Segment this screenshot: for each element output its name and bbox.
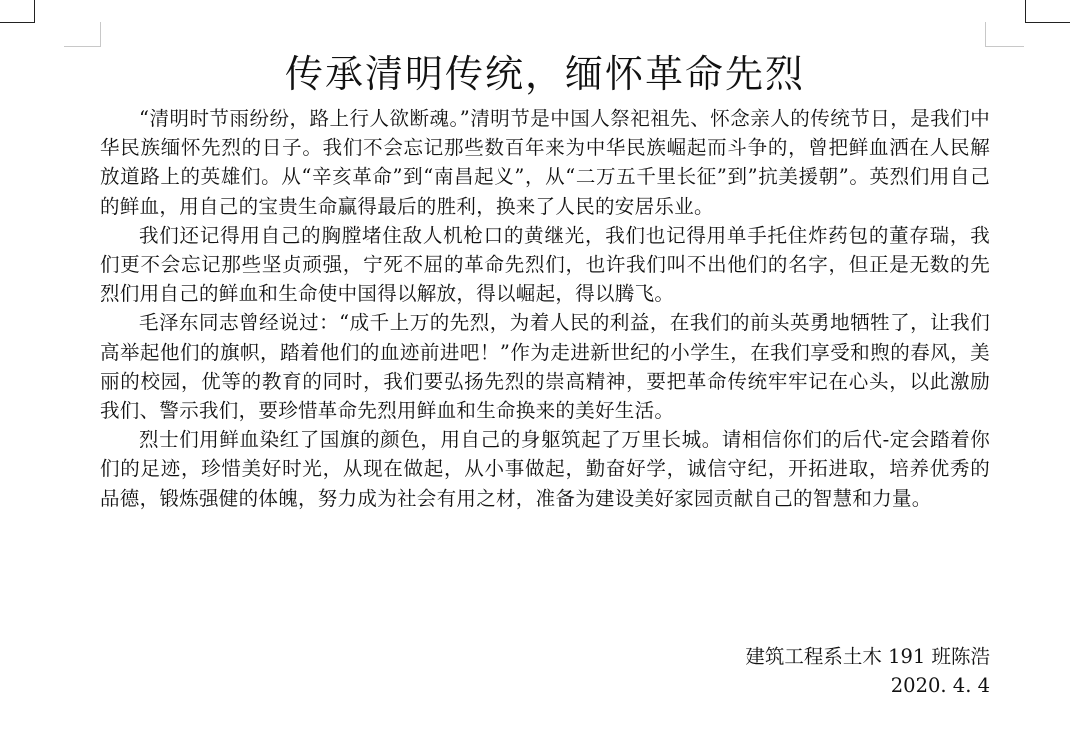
- paragraph-2: 我们还记得用自己的胸膛堵住敌人机枪口的黄继光，我们也记得用单手托住炸药包的董存瑞，我们更不会忘记那些坚贞顽强，宁死不屈的革命先烈们，也许我们叫不出他们的名字，但正是无数的先烈们用自己的鲜血和生命使中国得以解放，得以崛起，得以腾飞。: [100, 223, 990, 306]
- crop-mark-top-right: [1025, 0, 1070, 23]
- paragraph-3: 毛泽东同志曾经说过：“成千上万的先烈，为着人民的利益，在我们的前头英勇地牺牲了，让我们高举起他们的旗帜，踏着他们的血迹前进吧！”作为走进新世纪的小学生，在我们享受和煦的春风，美丽的校园，优等的教育的同时，我们要弘扬先烈的崇高精神，要把革命传统牢牢记在心头，以此激励我们、警示我们，要珍惜革命先烈用鲜血和生命换来的美好生活。: [100, 311, 990, 423]
- margin-mark-top-right: [985, 22, 1024, 47]
- document-page: [100, 48, 990, 513]
- signature-block: [745, 642, 990, 700]
- paragraph-4: 烈士们用鲜血染红了国旗的颜色，用自己的身躯筑起了万里长城。请相信你们的后代-定会踏着你们的足迹，珍惜美好时光，从现在做起，从小事做起，勤奋好学，诚信守纪，开拓进取，培养优秀的品德，锻炼强健的体魄，努力成为社会有用之材，准备为建设美好家园贡献自己的智慧和力量。: [100, 428, 990, 510]
- crop-mark-top-left: [0, 0, 35, 23]
- paragraph-1: “清明时节雨纷纷，路上行人欲断魂。”清明节是中国人祭祀祖先、怀念亲人的传统节日，是我们中华民族缅怀先烈的日子。我们不会忘记那些数百年来为中华民族崛起而斗争的，曾把鲜血洒在人民解放道路上的英雄们。从“辛亥革命”到“南昌起义”，从“二万五千里长征”到”抗美援朝”。英烈们用自己的鲜血，用自己的宝贵生命赢得最后的胜利，换来了人民的安居乐业。: [100, 107, 990, 218]
- author-line: 建筑工程系土木 191 班陈浩: [745, 645, 990, 668]
- date-line: 2020. 4. 4: [890, 674, 990, 697]
- document-title: 传承清明传统，缅怀革命先烈: [284, 52, 805, 96]
- margin-mark-top-left: [64, 22, 101, 47]
